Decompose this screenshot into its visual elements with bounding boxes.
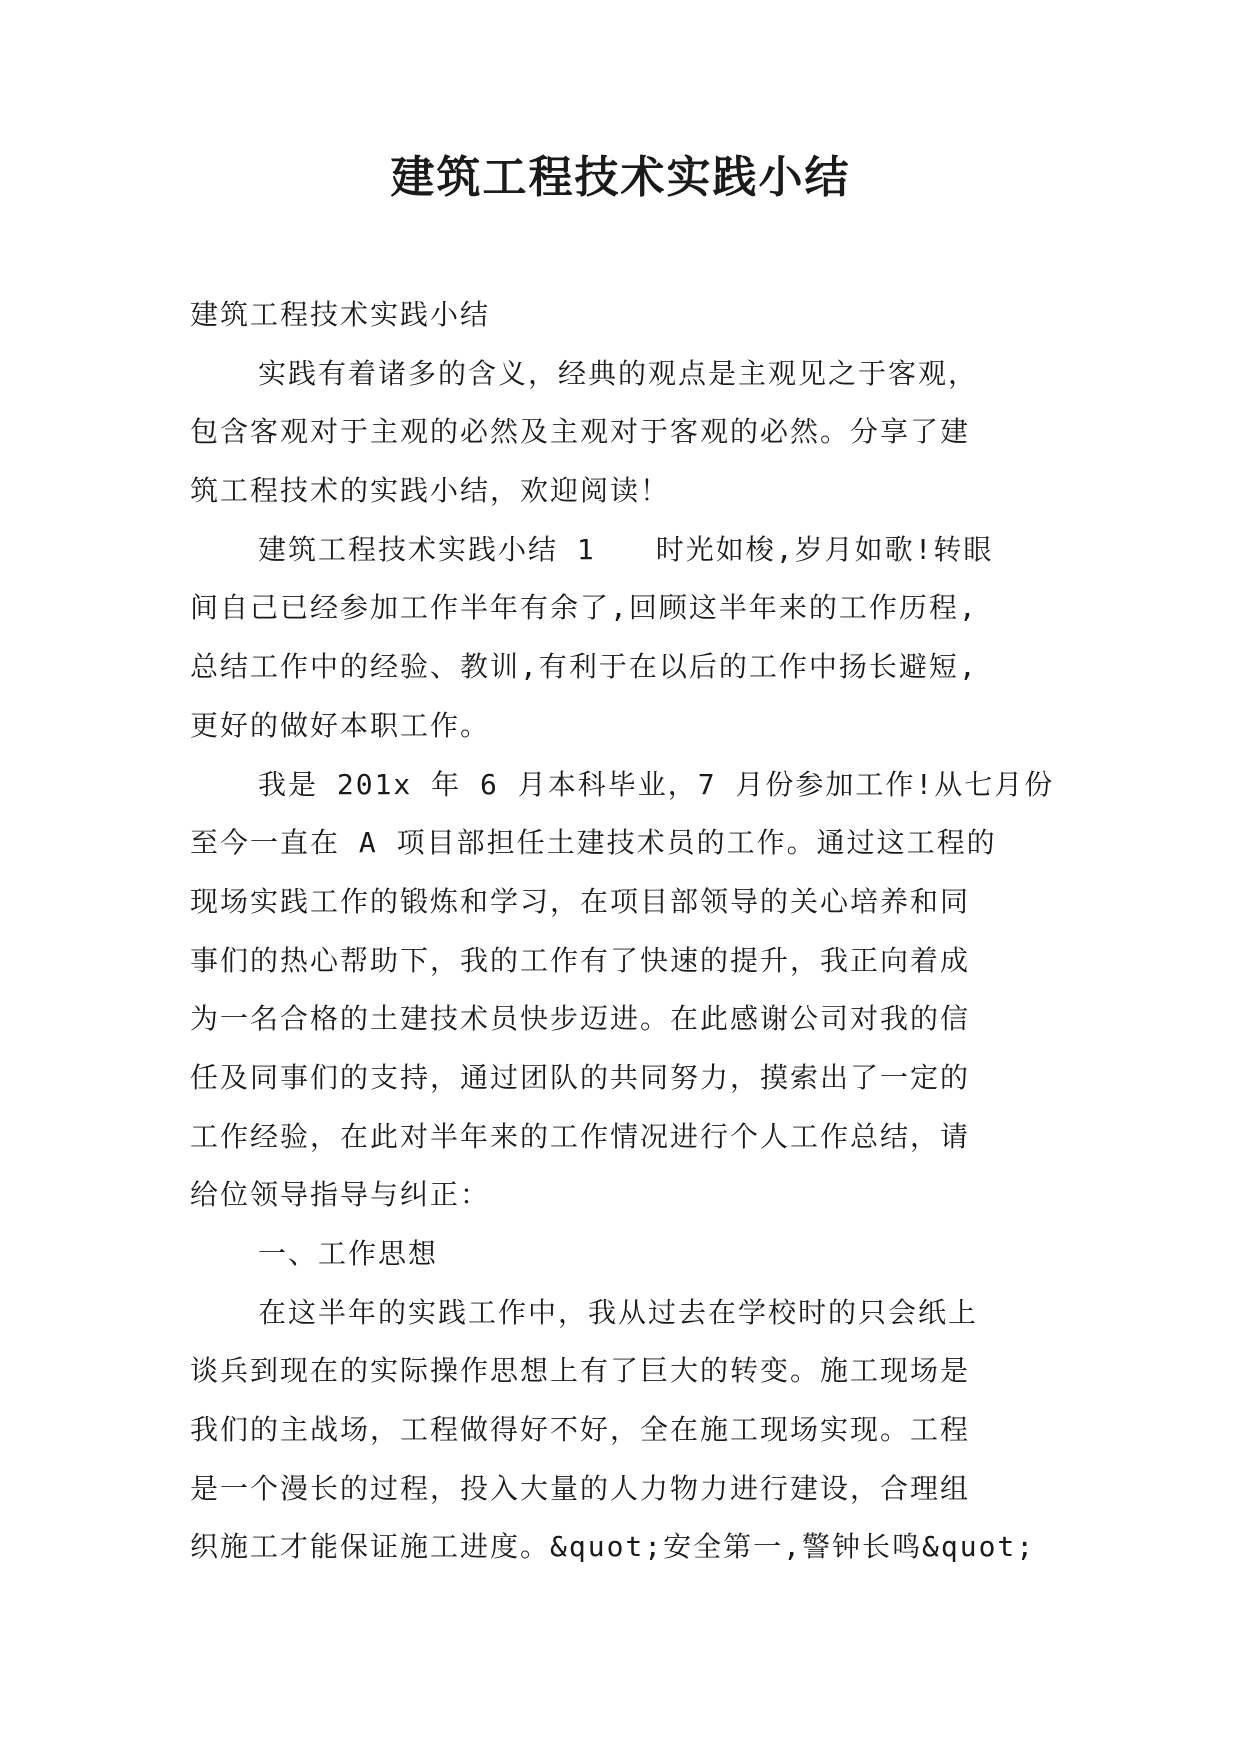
- body-line: 谈兵到现在的实际操作思想上有了巨大的转变。施工现场是: [190, 1354, 971, 1388]
- document-body: [190, 286, 1060, 1577]
- body-line: 间自己已经参加工作半年有余了,回顾这半年来的工作历程,: [190, 591, 978, 625]
- body-line: 我是 201x 年 6 月本科毕业，7 月份参加工作!从七月份: [258, 767, 1055, 801]
- body-line: 至今一直在 A 项目部担任土建技术员的工作。通过这工程的: [190, 826, 997, 860]
- body-line: 实践有着诸多的含义，经典的观点是主观见之于客观，: [258, 356, 979, 390]
- body-line: 给位领导指导与纠正：: [190, 1178, 491, 1212]
- body-line: 织施工才能保证施工进度。&quot;安全第一,警钟长鸣&quot;: [190, 1530, 1036, 1564]
- body-line: 任及同事们的支持，通过团队的共同努力，摸索出了一定的: [190, 1060, 971, 1094]
- body-line: 现场实践工作的锻炼和学习，在项目部领导的关心培养和同: [190, 884, 971, 918]
- body-line: 是一个漫长的过程，投入大量的人力物力进行建设，合理组: [190, 1471, 971, 1505]
- body-line: 工作经验，在此对半年来的工作情况进行个人工作总结，请: [190, 1119, 971, 1153]
- body-line: 事们的热心帮助下，我的工作有了快速的提升，我正向着成: [190, 943, 971, 977]
- body-line: 建筑工程技术实践小结 1 时光如梭,岁月如歌!转眼: [258, 532, 994, 566]
- body-line: 包含客观对于主观的必然及主观对于客观的必然。分享了建: [190, 415, 971, 449]
- document-title: 建筑工程技术实践小结: [390, 152, 851, 203]
- body-line: 我们的主战场，工程做得好不好，全在施工现场实现。工程: [190, 1413, 971, 1447]
- body-line: 在这半年的实践工作中，我从过去在学校时的只会纸上: [258, 1295, 979, 1329]
- body-line: 建筑工程技术实践小结: [190, 298, 491, 331]
- body-line: 筑工程技术的实践小结，欢迎阅读！: [190, 474, 671, 508]
- section-heading: 一、工作思想: [258, 1237, 439, 1270]
- body-line: 总结工作中的经验、教训,有利于在以后的工作中扬长避短,: [190, 650, 978, 684]
- body-line: 更好的做好本职工作。: [190, 708, 491, 742]
- body-line: 为一名合格的土建技术员快步迈进。在此感谢公司对我的信: [190, 1002, 971, 1036]
